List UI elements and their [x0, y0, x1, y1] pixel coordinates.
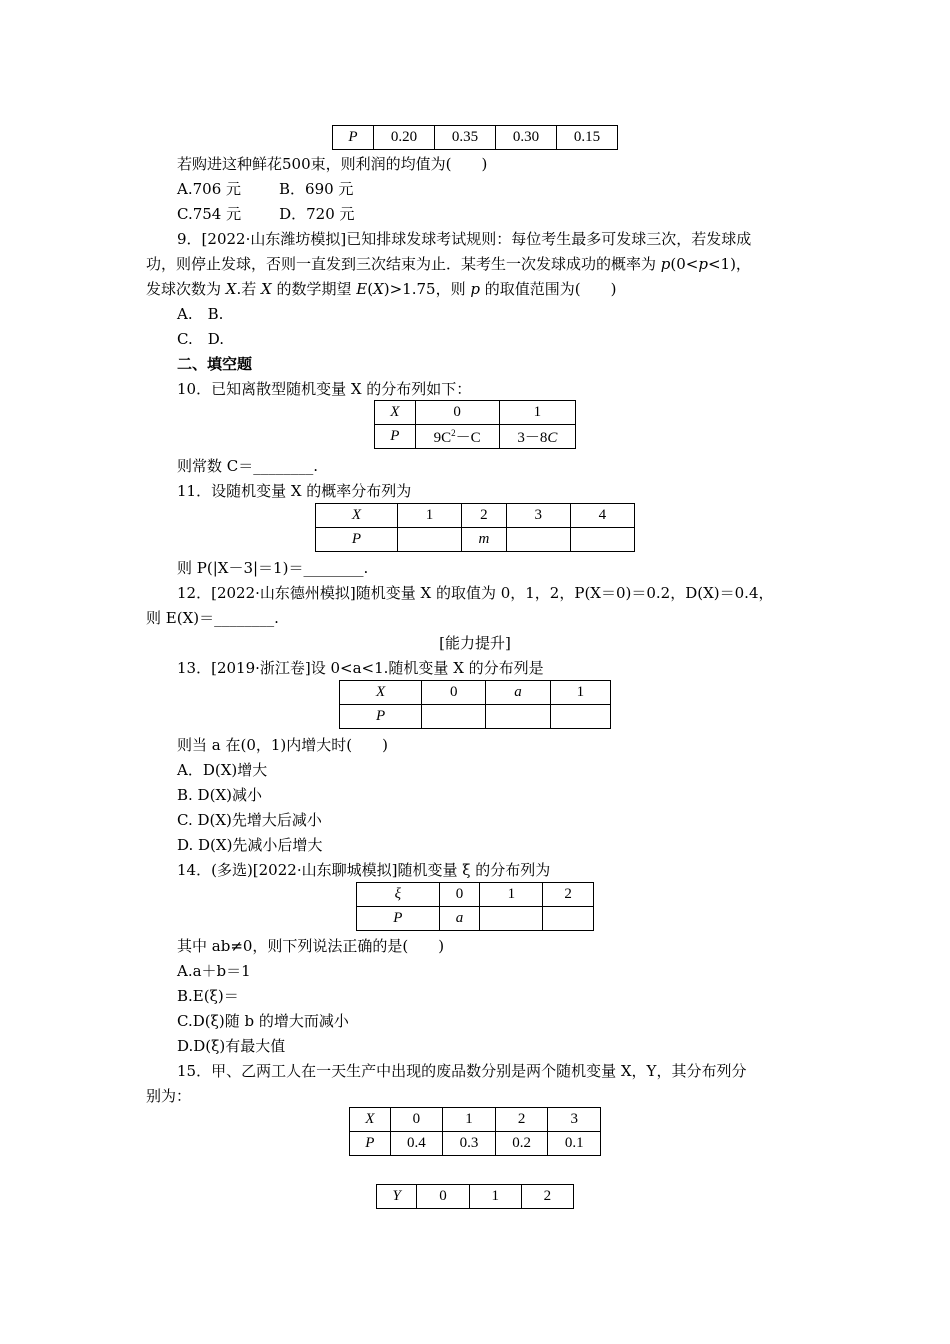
question-15-table-x — [349, 1107, 601, 1156]
table-cell: $9C^2-C$ — [415, 425, 499, 449]
table-cell: 1 — [469, 1185, 521, 1209]
question-9-line-1: 9．[2022·山东潍坊模拟]已知排球发球考试规则：每位考生最多可发球三次，若发球成 — [177, 230, 752, 248]
table-cell: 0.3 — [443, 1132, 496, 1156]
table-cell: P — [365, 1135, 375, 1151]
question-10-stem: 10．已知离散型随机变量 X 的分布列如下： — [177, 380, 472, 398]
table-cell: X — [375, 684, 386, 700]
question-14-option-a: A.a＋b＝1 — [177, 962, 251, 980]
table-cell: 1 — [397, 504, 461, 528]
table-cell: 0.35 — [435, 126, 496, 150]
table-cell: 1 — [499, 401, 575, 425]
table-cell: ξ — [394, 886, 402, 902]
question-8-options-ab: A.706 元 B．690 元 — [177, 180, 354, 198]
table-cell: a — [514, 684, 522, 700]
question-15-line-2: 别为： — [146, 1087, 192, 1105]
question-9-line-2: 功，则停止发球，否则一直发到三次结束为止．某考生一次发球成功的概率为 p(0<p<1)， — [146, 255, 751, 273]
question-8-stem: 若购进这种鲜花500束，则利润的均值为( ) — [177, 155, 488, 173]
table-cell: 3 — [548, 1108, 601, 1132]
question-11-table — [315, 503, 635, 552]
question-11-answer: 则 P(|X－3|＝1)＝________. — [177, 559, 369, 577]
table-cell: m — [478, 531, 490, 547]
table-cell: 1 — [443, 1108, 496, 1132]
question-14-option-c: C.D(ξ)随 b 的增大而减小 — [177, 1012, 349, 1030]
profit-probability-table — [332, 125, 618, 150]
question-14-stem: 14．(多选)[2022·山东聊城模拟]随机变量 ξ 的分布列为 — [177, 861, 551, 879]
question-9-options-ab: A. B. — [177, 305, 224, 323]
table-cell: 1 — [550, 681, 610, 705]
question-9-line-3: 发球次数为 X.若 X 的数学期望 E(X)>1.75，则 p 的取值范围为( ) — [146, 280, 617, 298]
table-cell: X — [390, 404, 400, 420]
table-cell: P — [351, 531, 362, 547]
table-cell: 0.2 — [495, 1132, 548, 1156]
question-10-table — [374, 400, 576, 449]
table-cell — [480, 907, 543, 931]
table-cell: 0.4 — [390, 1132, 443, 1156]
question-13-stem: 13．[2019·浙江卷]设 0<a<1.随机变量 X 的分布列是 — [177, 659, 544, 677]
table-cell: X — [365, 1111, 375, 1127]
question-15-line-1: 15．甲、乙两工人在一天生产中出现的废品数分别是两个随机变量 X，Y，其分布列分 — [177, 1062, 747, 1080]
section-heading-fill-in: 二、填空题 — [177, 355, 253, 373]
table-cell: 1 — [480, 883, 543, 907]
table-cell: 0.1 — [548, 1132, 601, 1156]
table-cell: 0.20 — [374, 126, 435, 150]
table-cell: Y — [392, 1188, 401, 1204]
table-cell: 2 — [495, 1108, 548, 1132]
question-13-option-c: C. D(X)先增大后减小 — [177, 811, 322, 829]
table-cell: 4 — [570, 504, 634, 528]
table-cell: 2 — [521, 1185, 573, 1209]
question-13-option-a: A．D(X)增大 — [177, 761, 268, 779]
table-cell: 0 — [415, 401, 499, 425]
question-10-answer: 则常数 C＝________. — [177, 457, 319, 475]
question-13-table — [339, 680, 611, 729]
table-cell: 0.30 — [496, 126, 557, 150]
table-cell — [422, 705, 486, 729]
table-cell: 0 — [390, 1108, 443, 1132]
table-cell: 0 — [417, 1185, 469, 1209]
question-12-line-1: 12．[2022·山东德州模拟]随机变量 X 的取值为 0，1，2，P(X＝0)＝0.2，D(X)＝0.4， — [177, 584, 774, 602]
table-cell: P — [393, 910, 403, 926]
table-cell: 0 — [422, 681, 486, 705]
question-14-option-d: D.D(ξ)有最大值 — [177, 1037, 286, 1055]
table-cell — [543, 907, 594, 931]
table-cell: P — [375, 708, 386, 724]
table-cell — [506, 528, 570, 552]
question-14-condition: 其中 ab≠0，则下列说法正确的是( ) — [177, 937, 445, 955]
question-13-option-b: B. D(X)减小 — [177, 786, 262, 804]
question-11-stem: 11．设随机变量 X 的概率分布列为 — [177, 482, 412, 500]
table-cell: 0.15 — [557, 126, 618, 150]
table-cell: X — [351, 507, 362, 523]
question-8-options-cd: C.754 元 D．720 元 — [177, 205, 355, 223]
table-cell: 3 — [506, 504, 570, 528]
table-cell: P — [390, 428, 400, 444]
table-cell — [397, 528, 461, 552]
table-cell — [486, 705, 550, 729]
question-13-option-d: D. D(X)先减小后增大 — [177, 836, 323, 854]
ability-section-heading: [能力提升] — [439, 634, 511, 652]
question-12-line-2: 则 E(X)＝________. — [146, 609, 279, 627]
question-13-ask: 则当 a 在(0，1)内增大时( ) — [177, 736, 388, 754]
table-cell: 2 — [462, 504, 507, 528]
table-cell: 2 — [543, 883, 594, 907]
table-cell — [550, 705, 610, 729]
question-14-option-b: B.E(ξ)＝ — [177, 987, 239, 1005]
table-cell: 0 — [439, 883, 480, 907]
question-14-table — [356, 882, 594, 931]
table-cell: 3－8C — [499, 425, 575, 449]
table-cell — [570, 528, 634, 552]
question-15-table-y — [376, 1184, 574, 1209]
table-cell: P — [348, 129, 358, 145]
table-cell: a — [455, 910, 464, 926]
question-9-options-cd: C. D. — [177, 330, 224, 348]
